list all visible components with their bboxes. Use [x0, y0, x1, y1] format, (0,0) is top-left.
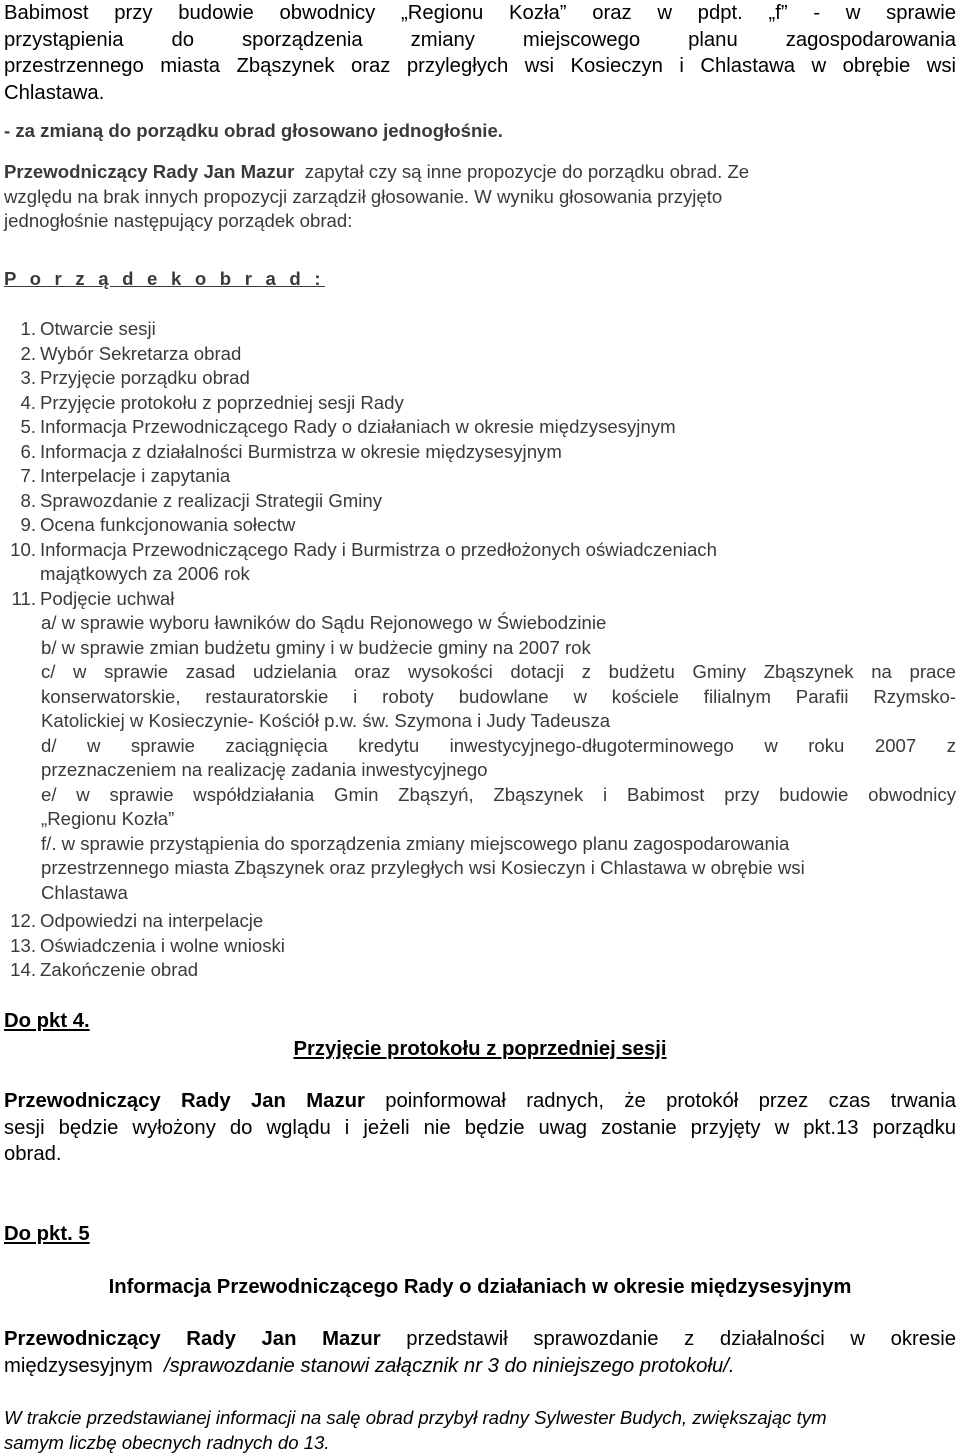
pkt5-paragraph [4, 1326, 956, 1379]
agenda-item-text: Przyjęcie porządku obrad [40, 367, 250, 388]
pkt4-title [4, 1036, 956, 1063]
agenda-item-number: 9. [20, 514, 36, 535]
pkt4-label: Do pkt 4. [4, 1010, 90, 1032]
resolution-c-line-3: Katolickiej w Kosieczynie- Kościół p.w. św. Szymona i Judy Tadeusza [41, 710, 611, 731]
resolutions-list [4, 611, 956, 905]
vote-note: - za zmianą do porządku obrad głosowano jednogłośnie. [4, 120, 503, 141]
agenda-item-text: Otwarcie sesji [40, 318, 156, 339]
resolution-f-line-2: przestrzennego miasta Zbąszynek oraz przyległych wsi Kosieczyn i Chlastawa w obrębie wsi [41, 857, 805, 878]
agenda-items [4, 317, 956, 611]
resolution-f-line-1: f/. w sprawie przystąpienia do sporządzenia zmiany miejscowego planu zagospodarowania [41, 832, 790, 854]
agenda-item-number: 4. [20, 391, 36, 413]
agenda-item-text: Informacja Przewodniczącego Rady o działaniach w okresie międzysesyjnym [40, 416, 676, 437]
agenda-item-number: 13. [10, 934, 36, 956]
agenda-item-number: 10. [10, 538, 36, 560]
agenda-item-number: 1. [20, 318, 36, 339]
pkt5-label: Do pkt. 5 [4, 1223, 90, 1245]
resolution-d-line-2: przeznaczeniem na realizację zadania inwestycyjnego [41, 759, 488, 780]
agenda-item [4, 587, 956, 612]
agenda-item [4, 415, 956, 440]
pkt5-note-line-2: samym liczbę obecnych radnych do 13. [4, 1431, 330, 1453]
agenda-item [4, 934, 956, 959]
agenda-item [4, 489, 956, 514]
agenda-item [4, 317, 956, 342]
intro-paragraph [4, 0, 956, 106]
agenda-item-number: 3. [20, 367, 36, 388]
pkt5-line-1 [4, 1326, 956, 1353]
pkt5-text-1: przedstawił sprawozdanie z działalności w okresie [406, 1328, 956, 1350]
agenda-item-text: Ocena funkcjonowania sołectw [40, 514, 296, 535]
agenda-item [4, 958, 956, 983]
agenda-item-number: 5. [20, 416, 36, 437]
agenda-item-text: Oświadczenia i wolne wnioski [40, 934, 285, 956]
pkt5-text-2a: międzysesyjnym [4, 1354, 153, 1377]
agenda-item-text: Wybór Sekretarza obrad [40, 342, 242, 364]
agenda-item [4, 366, 956, 391]
agenda-item [4, 513, 956, 538]
agenda-item-number: 7. [20, 465, 36, 486]
chair-question-text-1: zapytał czy są inne propozycje do porządku obrad. Ze [304, 161, 750, 182]
pkt4-text-1: poinformował radnych, że protokół przez czas trwania [385, 1090, 956, 1112]
intro-line-3: przestrzennego miasta Zbąszynek oraz przyległych wsi Kosieczyn i Chlastawa w obrębie wsi [4, 55, 956, 77]
agenda-list [4, 317, 956, 905]
agenda-heading: P o r z ą d e k o b r a d : [4, 268, 325, 289]
resolution-e-line-2: „Regionu Kozła” [41, 808, 175, 829]
resolution-f-line-3: Chlastawa [41, 881, 128, 903]
agenda-item [4, 391, 956, 416]
resolution-c-line-1: c/ w sprawie zasad udzielania oraz wysokości dotacji z budżetu Gminy Zbąszynek na prace [41, 661, 956, 682]
agenda-item-text: Zakończenie obrad [40, 959, 199, 980]
pkt5-note-line-1: W trakcie przedstawianej informacji na salę obrad przybył radny Sylwester Budych, zwiększając tym [4, 1407, 827, 1428]
agenda-item [4, 342, 956, 367]
pkt5-line-2 [4, 1353, 956, 1380]
pkt5-note [4, 1406, 956, 1455]
agenda-item-text: Interpelacje i zapytania [40, 465, 231, 486]
agenda-item-text: Informacja Przewodniczącego Rady i Burmistrza o przedłożonych oświadczeniach [40, 538, 717, 560]
agenda-item-number: 14. [10, 959, 36, 980]
agenda-item [4, 909, 956, 934]
pkt5-text-2b: /sprawozdanie stanowi załącznik nr 3 do niniejszego protokołu/. [164, 1354, 735, 1377]
pkt5-title-text: Informacja Przewodniczącego Rady o działaniach w okresie międzysesyjnym [108, 1276, 852, 1298]
agenda-item-number: 6. [20, 440, 36, 462]
agenda-item [4, 464, 956, 489]
agenda-item-text: Odpowiedzi na interpelacje [40, 910, 264, 931]
intro-line-4: Chlastawa. [4, 81, 105, 104]
resolution-e-line-1: e/ w sprawie współdziałania Gmin Zbąszyń, Zbąszynek i Babimost przy budowie obwodnicy [41, 783, 956, 805]
agenda-item-number: 12. [10, 910, 36, 931]
intro-line-2: przystąpienia do sporządzenia zmiany miejscowego planu zagospodarowania [4, 28, 956, 51]
pkt4-paragraph [4, 1088, 956, 1168]
chair-question-paragraph [4, 160, 956, 234]
agenda-items-continued [4, 909, 956, 983]
resolution-b: b/ w sprawie zmian budżetu gminy i w budżecie gminy na 2007 rok [41, 636, 591, 658]
agenda-item [4, 440, 956, 465]
pkt4-line-3: obrad. [4, 1143, 62, 1165]
intro-line-1: Babimost przy budowie obwodnicy „Regionu Kozła” oraz w pdpt. „f” - w sprawie [4, 2, 956, 24]
pkt5-chair-name: Przewodniczący Rady Jan Mazur [4, 1328, 381, 1350]
agenda-item-text: Informacja z działalności Burmistrza w okresie międzysesyjnym [40, 440, 562, 462]
agenda-item-number: 8. [20, 489, 36, 511]
agenda-list-continued [4, 909, 956, 983]
chair-name: Przewodniczący Rady Jan Mazur [4, 161, 295, 182]
pkt5-title [4, 1274, 956, 1301]
pkt4-title-text: Przyjęcie protokołu z poprzedniej sesji [293, 1038, 667, 1060]
pkt4-line-2: sesji będzie wyłożony do wglądu i jeżeli nie będzie uwag zostanie przyjęty w pkt.13 porządku [4, 1116, 956, 1139]
chair-question-line-3: jednogłośnie następujący porządek obrad: [4, 210, 353, 231]
agenda-item [4, 538, 956, 587]
resolution-c-line-2: konserwatorskie, restauratorskie i roboty budowlane w kościele filialnym Parafii Rzymsko- [41, 685, 956, 707]
chair-question-line-1 [4, 160, 956, 185]
agenda-item-text: Sprawozdanie z realizacji Strategii Gminy [40, 489, 383, 511]
agenda-item-number: 11. [11, 587, 36, 609]
resolution-d-line-1: d/ w sprawie zaciągnięcia kredytu inwestycyjnego-długoterminowego w roku 2007 z [41, 734, 956, 756]
chair-question-line-2: względu na brak innych propozycji zarządził głosowanie. W wyniku głosowania przyjęto [4, 185, 723, 207]
agenda-item-text: Przyjęcie protokołu z poprzedniej sesji Rady [40, 391, 404, 413]
agenda-item-text-continued: majątkowych za 2006 rok [40, 563, 250, 584]
pkt4-line-1 [4, 1088, 956, 1115]
resolution-a: a/ w sprawie wyboru ławników do Sądu Rejonowego w Świebodzinie [41, 612, 607, 633]
pkt4-chair-name: Przewodniczący Rady Jan Mazur [4, 1090, 365, 1112]
agenda-item-text: Podjęcie uchwał [40, 587, 175, 609]
agenda-item-number: 2. [20, 342, 36, 364]
